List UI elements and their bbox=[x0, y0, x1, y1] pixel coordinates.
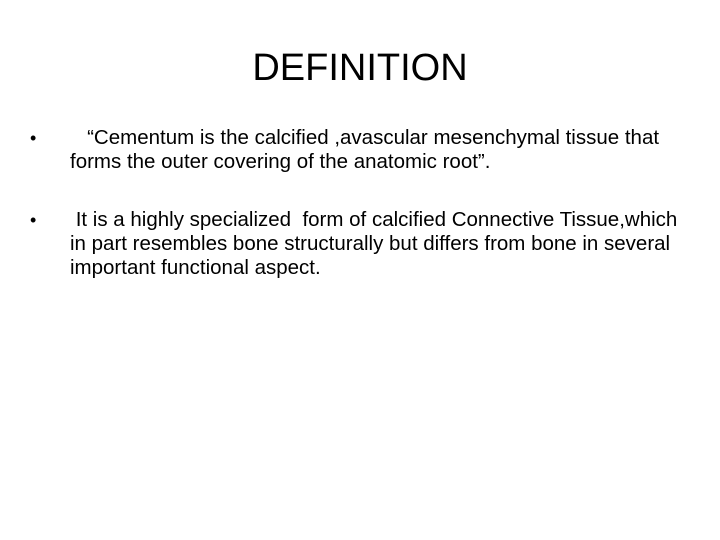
bullet-item bbox=[30, 208, 690, 280]
bullet-icon: • bbox=[30, 128, 37, 148]
bullet-icon: • bbox=[30, 210, 37, 230]
slide-title: DEFINITION bbox=[252, 47, 468, 89]
bullet-item bbox=[30, 126, 690, 174]
bullet-text: It is a highly specialized form of calcified Connective Tissue,which in part resembles bone structurally but differs from bone in several important functional aspect. bbox=[70, 208, 684, 279]
bullet-list bbox=[30, 126, 690, 314]
bullet-text: “Cementum is the calcified ,avascular mesenchymal tissue that forms the outer covering of the anatomic root”. bbox=[70, 126, 665, 173]
